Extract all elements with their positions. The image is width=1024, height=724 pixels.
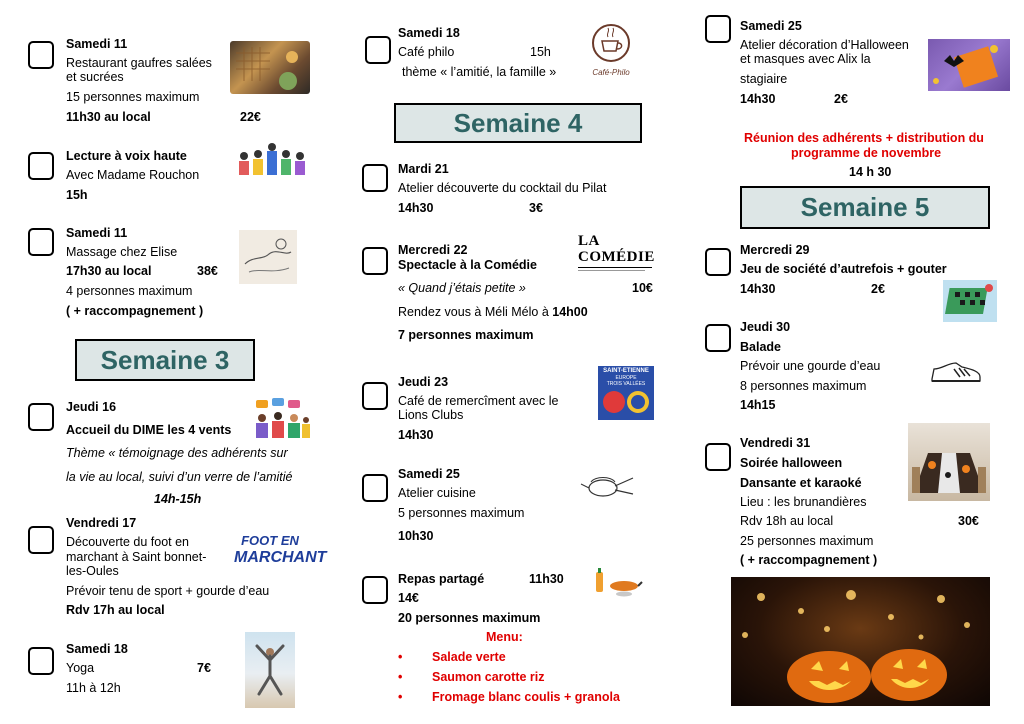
shared-meal-illustration [592, 566, 642, 598]
event-title: et masques avec Alix la [740, 52, 871, 66]
board-game-illustration [943, 280, 997, 322]
event-title: Repas partagé [398, 572, 485, 586]
event-title: Lions Clubs [398, 408, 464, 422]
heading-semaine-3: Semaine 3 [75, 339, 255, 381]
event-equipment: Prévoir tenu de sport + gourde d’eau [66, 584, 270, 598]
event-title: marchant à Saint bonnet- [66, 550, 207, 564]
checkbox[interactable] [705, 248, 731, 276]
event-price: 14€ [398, 591, 419, 605]
event-title: Massage chez Elise [66, 245, 178, 259]
checkbox[interactable] [705, 443, 731, 471]
yoga-photo [245, 632, 295, 708]
event-price: 3€ [529, 201, 543, 215]
pumpkins-photo [731, 577, 990, 706]
reading-people-illustration [235, 143, 311, 177]
event-title: Découverte du foot en [66, 535, 189, 549]
event-title: les-Oules [66, 564, 119, 578]
event-time: 14h-15h [154, 492, 202, 506]
logo-text: TROIS VALLÉES [606, 381, 646, 387]
event-price: 2€ [871, 282, 885, 296]
logo-text: LA COMÉDIE [578, 233, 655, 265]
rdv-text: Rendez vous à Méli Mélo à [398, 305, 553, 319]
event-capacity: 20 personnes maximum [398, 611, 541, 625]
checkbox[interactable] [365, 36, 391, 64]
event-time: 15h [66, 188, 88, 202]
menu-item: • Salade verte [398, 647, 620, 667]
event-time: 17h30 au local [66, 264, 152, 278]
event-theme: thème « l’amitié, la famille » [402, 65, 557, 79]
event-theme: Thème « témoignage des adhérents sur [66, 446, 288, 460]
event-title: Atelier décoration d’Halloween [740, 38, 909, 52]
event-date: Vendredi 31 [740, 436, 811, 450]
checkbox[interactable] [28, 403, 54, 431]
event-capacity: 5 personnes maximum [398, 506, 525, 520]
checkbox[interactable] [362, 474, 388, 502]
event-time: 15h [530, 45, 551, 59]
checkbox[interactable] [28, 152, 54, 180]
event-rdv: Rdv 18h au local [740, 514, 834, 528]
event-title: Restaurant gaufres salées [66, 56, 212, 70]
event-rdv: Rdv 17h au local [66, 603, 165, 617]
event-price: 7€ [197, 661, 211, 675]
event-title: Balade [740, 340, 781, 354]
event-time: 11h30 au local [66, 110, 151, 124]
event-title: et sucrées [66, 70, 124, 84]
event-date: Vendredi 17 [66, 516, 137, 530]
meeting-announcement: Réunion des adhérents + distribution du [744, 131, 984, 145]
event-title: Café philo [398, 45, 455, 59]
massage-sketch [239, 230, 297, 284]
event-place: Lieu : les brunandières [740, 495, 867, 509]
event-capacity: 25 personnes maximum [740, 534, 874, 548]
event-title: stagiaire [740, 72, 788, 86]
event-capacity: 7 personnes maximum [398, 328, 534, 342]
event-title: Spectacle à la Comédie [398, 258, 537, 272]
event-rdv [398, 305, 588, 320]
logo-text: SAINT-ETIENNE [603, 368, 649, 374]
logo-text: EUROPE [615, 375, 637, 381]
event-equipment: Prévoir une gourde d’eau [740, 359, 881, 373]
foot-en-marchant-logo [234, 532, 327, 570]
event-title: Lecture à voix haute [66, 149, 187, 163]
event-date: Mercredi 29 [740, 243, 810, 257]
la-comedie-logo [578, 233, 655, 265]
event-price: 10€ [632, 281, 653, 295]
event-detail: Avec Madame Rouchon [66, 168, 200, 182]
heading-semaine-5: Semaine 5 [740, 186, 990, 229]
event-price: 22€ [240, 110, 261, 124]
logo-text: FOOT EN [241, 533, 299, 548]
menu-label: Menu: [486, 630, 523, 644]
event-date: Mardi 21 [398, 162, 449, 176]
event-time: 14h15 [740, 398, 776, 412]
menu-item: • Fromage blanc coulis + granola [398, 687, 620, 707]
cooking-sketch [577, 470, 637, 502]
halloween-craft-photo [928, 39, 1010, 91]
logo-text: MARCHANT [234, 549, 327, 566]
checkbox[interactable] [362, 247, 388, 275]
event-title: Dansante et karaoké [740, 476, 862, 490]
event-extra: ( + raccompagnement ) [740, 553, 878, 567]
event-date: Mercredi 22 [398, 243, 468, 257]
halloween-table-photo [908, 423, 990, 501]
menu-list [398, 647, 620, 707]
event-time: 11h à 12h [66, 681, 121, 695]
cafe-philo-logo [588, 23, 634, 79]
event-date: Samedi 25 [398, 467, 460, 481]
event-title: Yoga [66, 661, 95, 675]
checkbox[interactable] [28, 41, 54, 69]
checkbox[interactable] [705, 15, 731, 43]
checkbox[interactable] [28, 526, 54, 554]
event-time: 14h30 [398, 428, 434, 442]
event-capacity: 4 personnes maximum [66, 284, 193, 298]
event-date: Samedi 18 [66, 642, 128, 656]
checkbox[interactable] [362, 576, 388, 604]
event-date: Jeudi 23 [398, 375, 449, 389]
meeting-time: 14 h 30 [849, 165, 892, 179]
heading-semaine-4: Semaine 4 [394, 103, 642, 143]
event-capacity: 8 personnes maximum [740, 379, 867, 393]
event-title: Atelier cuisine [398, 486, 476, 500]
sneaker-illustration [928, 357, 984, 387]
event-theme: la vie au local, suivi d’un verre de l’amitié [66, 470, 293, 484]
group-discussion-illustration [252, 398, 310, 440]
event-price: 2€ [834, 92, 848, 106]
event-date: Samedi 18 [398, 26, 460, 40]
event-price: 30€ [958, 514, 979, 528]
rdv-time: 14h00 [552, 305, 588, 319]
event-time: 11h30 [529, 572, 564, 586]
event-time: 10h30 [398, 529, 434, 543]
event-time: 14h30 [740, 282, 776, 296]
meeting-announcement: programme de novembre [791, 146, 942, 160]
checkbox[interactable] [362, 164, 388, 192]
event-title: Accueil du DIME les 4 vents [66, 423, 232, 437]
checkbox[interactable] [362, 382, 388, 410]
event-title: Soirée halloween [740, 456, 843, 470]
logo-text: Café-Philo [592, 68, 630, 77]
lions-club-logo [598, 366, 654, 420]
checkbox[interactable] [28, 228, 54, 256]
checkbox[interactable] [28, 647, 54, 675]
event-title: Café de remercîment avec le [398, 394, 559, 408]
event-title: Jeu de société d’autrefois + gouter [740, 262, 947, 276]
checkbox[interactable] [705, 324, 731, 352]
event-time: 14h30 [398, 201, 434, 215]
event-date: Samedi 11 [66, 37, 128, 51]
event-title: Atelier découverte du cocktail du Pilat [398, 181, 607, 195]
event-date: Samedi 25 [740, 19, 802, 33]
event-capacity: 15 personnes maximum [66, 90, 200, 104]
waffles-photo [230, 41, 310, 94]
event-time: 14h30 [740, 92, 776, 106]
menu-item: • Saumon carotte riz [398, 667, 620, 687]
event-extra: ( + raccompagnement ) [66, 304, 204, 318]
event-price: 38€ [197, 264, 218, 278]
event-quote: « Quand j’étais petite » [398, 281, 526, 295]
event-date: Jeudi 16 [66, 400, 117, 414]
event-date: Jeudi 30 [740, 320, 791, 334]
event-date: Samedi 11 [66, 226, 128, 240]
